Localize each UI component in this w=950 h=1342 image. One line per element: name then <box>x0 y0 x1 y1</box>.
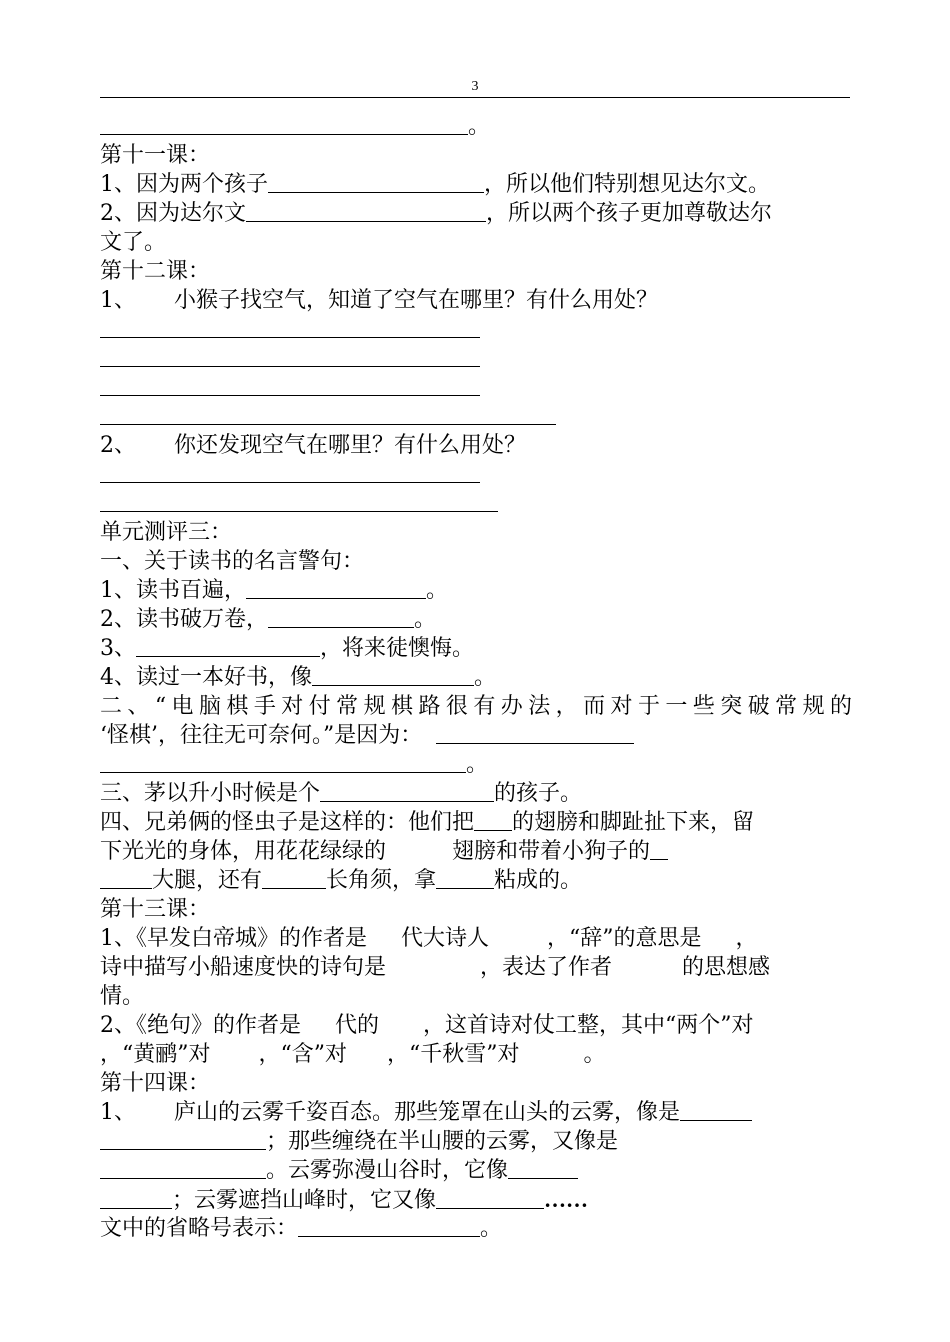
lesson13-title: 第十三课： <box>100 897 211 922</box>
unit3-title: 单元测评三： <box>100 520 233 545</box>
lesson13-q1-line1: 1、《早发白帝城》的作者是 代大诗人 ，“辞”的意思是 ， <box>100 926 758 951</box>
unit3-s1-q3: 3、 ，将来徒懊悔。 <box>100 636 475 661</box>
answer-line[interactable] <box>100 402 852 431</box>
answer-blank[interactable] <box>680 1098 752 1121</box>
lesson14-title: 第十四课： <box>100 1071 211 1096</box>
answer-blank[interactable] <box>436 721 634 744</box>
answer-line[interactable] <box>100 489 852 518</box>
answer-blank[interactable] <box>320 779 494 802</box>
answer-blank[interactable] <box>246 576 426 599</box>
answer-line[interactable] <box>100 373 852 402</box>
ellipsis: …… <box>544 1187 589 1212</box>
unit3-s1-q1: 1、读书百遍， 。 <box>100 578 449 603</box>
unit3-sec4-line2: 下光光的身体，用花花绿绿的 翅膀和带着小狗子的 <box>100 837 852 866</box>
answer-blank[interactable] <box>136 634 320 657</box>
lesson14-q1-line4: ；云雾遮挡山峰时，它又像 …… <box>100 1185 852 1214</box>
continued-answer-line: 。 <box>100 112 852 141</box>
lesson14-q2: 文中的省略号表示： 。 <box>100 1216 503 1241</box>
answer-blank[interactable] <box>100 112 468 135</box>
answer-blank[interactable] <box>508 1156 578 1179</box>
lesson14-q1-line1: 1、 庐山的云雾千姿百态。那些笼罩在山头的云雾，像是 <box>100 1098 852 1127</box>
answer-blank[interactable] <box>268 170 484 193</box>
lesson13-q1-line2: 诗中描写小船速度快的诗句是 ，表达了作者 的思想感 <box>100 955 771 980</box>
unit3-s1-q2: 2、读书破万卷， 。 <box>100 607 437 632</box>
answer-blank[interactable] <box>268 605 414 628</box>
unit3-sec4-line3: 大腿，还有 长角须，拿 粘成的。 <box>100 866 852 895</box>
answer-blank[interactable] <box>436 1186 544 1209</box>
answer-blank[interactable] <box>100 750 466 773</box>
lesson13-q2-line1: 2、《绝句》的作者是 代的 ，这首诗对仗工整，其中“两个”对 <box>100 1013 754 1038</box>
answer-blank[interactable] <box>436 866 494 889</box>
answer-line[interactable] <box>100 344 852 373</box>
lesson12-title: 第十二课： <box>100 259 211 284</box>
answer-blank[interactable] <box>100 1127 266 1150</box>
lesson11-q2: 2、因为达尔文 ，所以两个孩子更加尊敬达尔 <box>100 201 773 226</box>
answer-blank[interactable] <box>100 866 152 889</box>
unit3-sec2-line2: ‘怪棋’，往往无可奈何。”是因为： <box>100 721 852 750</box>
answer-line[interactable] <box>100 460 852 489</box>
page-number: 3 <box>471 79 479 94</box>
lesson12-q1: 1、 小猴子找空气，知道了空气在哪里？有什么用处？ <box>100 288 659 313</box>
lesson13-q1-line3: 情。 <box>100 984 145 1009</box>
worksheet-content <box>100 112 852 1243</box>
unit3-sec2-line3: 。 <box>100 750 852 779</box>
answer-line[interactable] <box>100 315 852 344</box>
answer-blank[interactable] <box>474 808 512 831</box>
lesson12-q2: 2、 你还发现空气在哪里？有什么用处？ <box>100 433 527 458</box>
unit3-section1-title: 一、关于读书的名言警句： <box>100 549 365 574</box>
lesson11-q2-cont: 文了。 <box>100 230 167 255</box>
unit3-sec4-line1: 四、兄弟俩的怪虫子是这样的：他们把 的翅膀和脚趾扯下来，留 <box>100 810 755 835</box>
answer-blank[interactable] <box>312 663 474 686</box>
answer-blank[interactable] <box>100 1186 172 1209</box>
unit3-sec3: 三、茅以升小时候是个 的孩子。 <box>100 781 583 806</box>
answer-blank[interactable] <box>298 1214 480 1237</box>
unit3-sec2-line1: 二、“电脑棋手对付常规棋路很有办法，而对于一些突破常规的 <box>100 694 852 719</box>
answer-blank[interactable] <box>262 866 326 889</box>
answer-blank[interactable] <box>246 199 486 222</box>
lesson13-q2-line2: ，“黄鹂”对 ，“含”对 ，“千秋雪”对 。 <box>100 1042 606 1067</box>
header-rule <box>100 97 850 98</box>
lesson11-q1: 1、因为两个孩子 ，所以他们特别想见达尔文。 <box>100 172 771 197</box>
unit3-s1-q4: 4、读过一本好书，像 。 <box>100 665 497 690</box>
answer-blank[interactable] <box>100 1156 266 1179</box>
answer-blank[interactable] <box>650 837 668 860</box>
lesson11-title: 第十一课： <box>100 143 211 168</box>
lesson14-q1-line3: 。云雾弥漫山谷时，它像 <box>100 1156 852 1185</box>
lesson14-q1-line2: ；那些缠绕在半山腰的云雾，又像是 <box>100 1127 852 1156</box>
